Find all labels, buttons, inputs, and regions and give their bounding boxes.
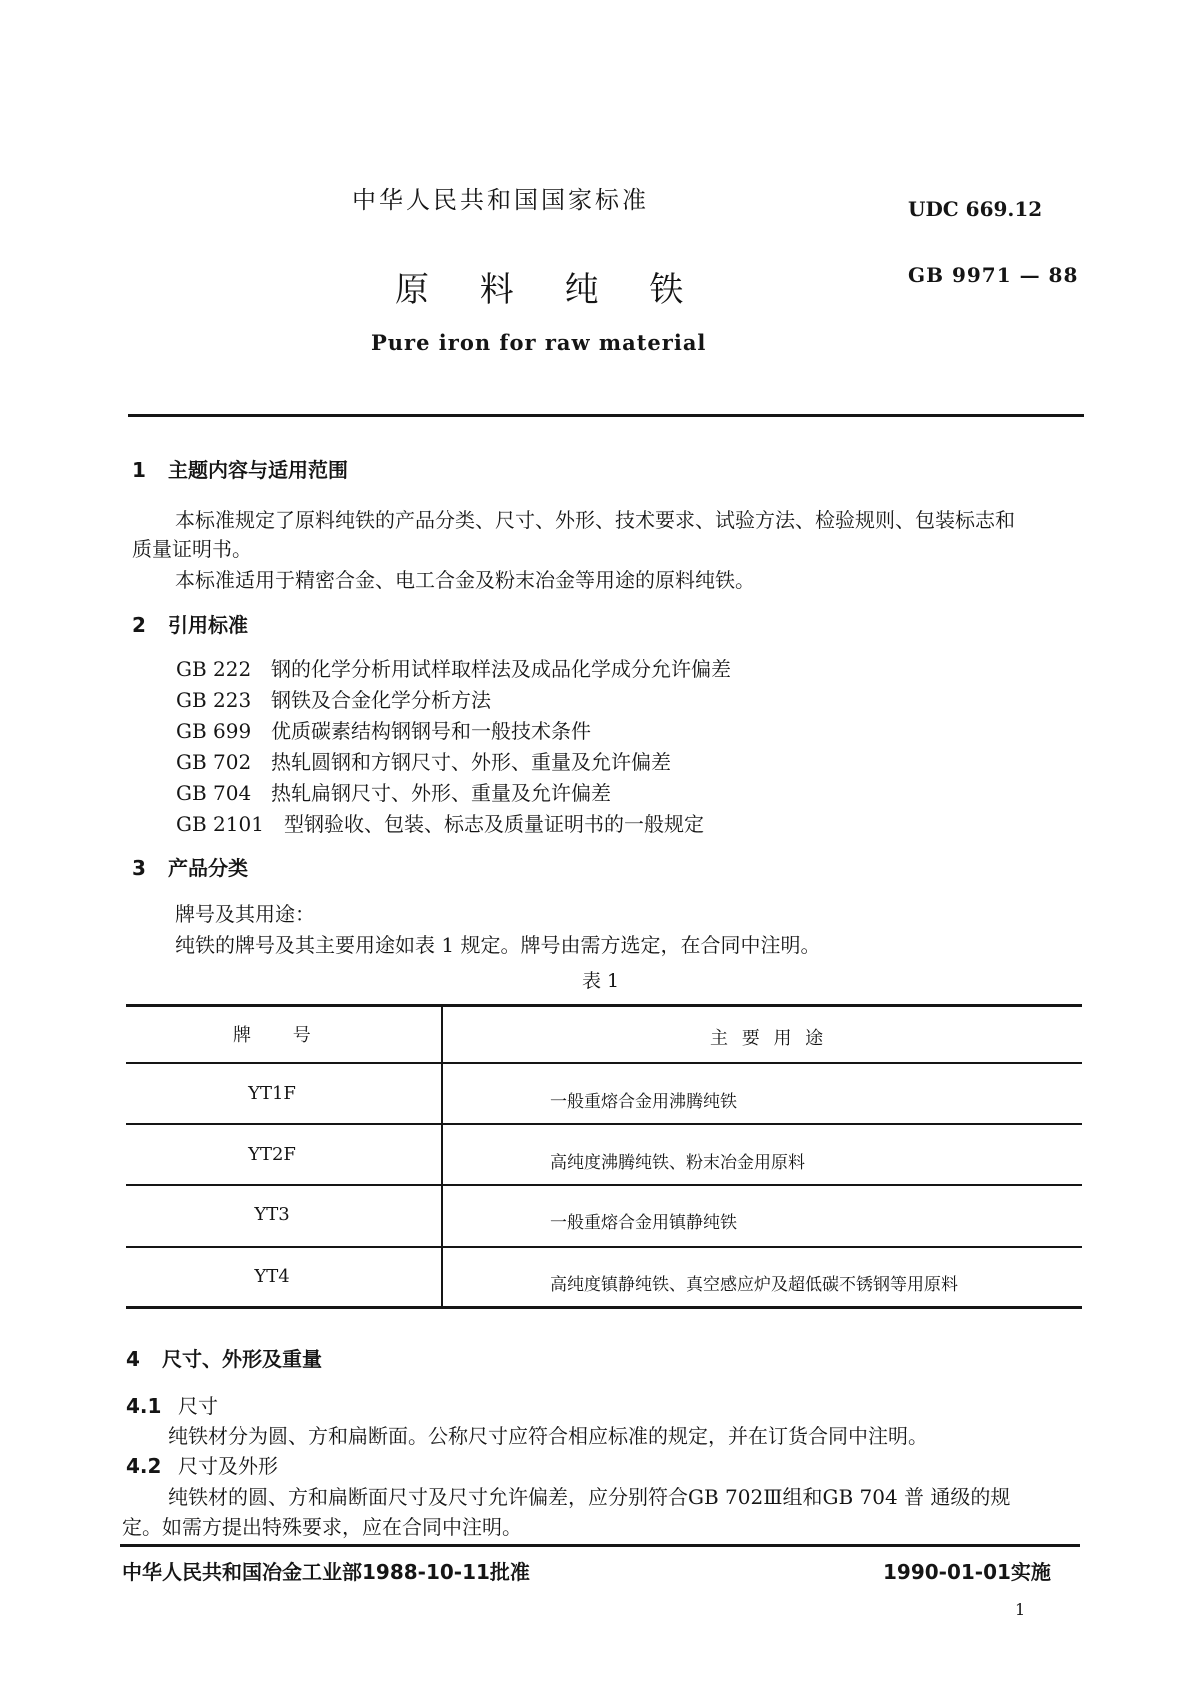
table-cell-grade: YT3 bbox=[254, 1204, 290, 1225]
table-cell-grade: YT1F bbox=[248, 1083, 296, 1104]
gb-standard-number: GB 9971 — 88 bbox=[908, 263, 1079, 287]
table-cell-use: 高纯度沸腾纯铁、粉末冶金用原料 bbox=[550, 1153, 805, 1173]
org-title: 中华人民共和国国家标准 bbox=[352, 186, 649, 214]
section-1-heading bbox=[132, 454, 348, 483]
reference-title: 钢的化学分析用试样取样法及成品化学成分允许偏差 bbox=[271, 657, 731, 681]
reference-title: 热轧圆钢和方钢尺寸、外形、重量及允许偏差 bbox=[271, 750, 671, 774]
reference-item bbox=[176, 684, 491, 713]
udc-code: UDC 669.12 bbox=[908, 197, 1043, 221]
table-row-rule bbox=[126, 1123, 1082, 1125]
section-number: 4 bbox=[126, 1347, 140, 1371]
reference-title: 优质碳素结构钢钢号和一般技术条件 bbox=[271, 719, 591, 743]
section-2-heading bbox=[132, 609, 248, 638]
table-cell-use: 一般重熔合金用沸腾纯铁 bbox=[550, 1092, 737, 1112]
subsection-4-1-text: 纯铁材分为圆、方和扁断面。公称尺寸应符合相应标准的规定，并在订货合同中注明。 bbox=[168, 1424, 928, 1448]
table-header-use: 主 要 用 途 bbox=[710, 1028, 828, 1049]
page-number: 1 bbox=[1015, 1600, 1026, 1619]
reference-code: GB 223 bbox=[176, 688, 252, 712]
table-row-rule bbox=[126, 1062, 1082, 1064]
section-4-heading bbox=[126, 1343, 322, 1372]
footer-divider bbox=[120, 1544, 1080, 1547]
table-caption: 表 1 bbox=[582, 970, 620, 992]
reference-item bbox=[176, 777, 611, 806]
subsection-4-2-heading bbox=[126, 1450, 278, 1479]
reference-code: GB 222 bbox=[176, 657, 252, 681]
subsection-number: 4.1 bbox=[126, 1394, 162, 1418]
header-divider bbox=[128, 414, 1084, 417]
reference-title: 型钢验收、包装、标志及质量证明书的一般规定 bbox=[284, 812, 704, 836]
section-3-heading bbox=[132, 852, 248, 881]
table-cell-use: 一般重熔合金用镇静纯铁 bbox=[550, 1213, 737, 1233]
section-number: 3 bbox=[132, 856, 146, 880]
table-cell-grade: YT4 bbox=[254, 1266, 290, 1287]
subsection-4-2-text-line: 纯铁材的圆、方和扁断面尺寸及尺寸允许偏差，应分别符合GB 702Ⅲ组和GB 704 普 通级的规 bbox=[168, 1485, 1011, 1509]
section-1-paragraph: 本标准适用于精密合金、电工合金及粉末冶金等用途的原料纯铁。 bbox=[175, 568, 755, 592]
reference-item bbox=[176, 808, 704, 837]
approval-date: 中华人民共和国冶金工业部1988-10-11批准 bbox=[122, 1560, 530, 1584]
subsection-title: 尺寸及外形 bbox=[178, 1454, 278, 1478]
section-3-paragraph: 牌号及其用途： bbox=[175, 902, 315, 926]
table-column-rule bbox=[441, 1006, 443, 1307]
reference-code: GB 699 bbox=[176, 719, 252, 743]
subsection-number: 4.2 bbox=[126, 1454, 162, 1478]
subsection-4-2-text-line: 定。如需方提出特殊要求，应在合同中注明。 bbox=[122, 1515, 522, 1539]
subsection-title: 尺寸 bbox=[178, 1394, 218, 1418]
table-top-rule bbox=[126, 1004, 1082, 1007]
reference-title: 钢铁及合金化学分析方法 bbox=[271, 688, 491, 712]
reference-code: GB 704 bbox=[176, 781, 252, 805]
section-title: 主题内容与适用范围 bbox=[168, 458, 348, 482]
document-title-en: Pure iron for raw material bbox=[371, 330, 707, 355]
reference-item bbox=[176, 746, 671, 775]
subsection-4-1-heading bbox=[126, 1390, 218, 1419]
table-cell-use: 高纯度镇静纯铁、真空感应炉及超低碳不锈钢等用原料 bbox=[550, 1275, 958, 1295]
effective-date: 1990-01-01实施 bbox=[883, 1560, 1051, 1584]
reference-code: GB 702 bbox=[176, 750, 252, 774]
table-row-rule bbox=[126, 1246, 1082, 1248]
table-row-rule bbox=[126, 1184, 1082, 1186]
reference-code: GB 2101 bbox=[176, 812, 264, 836]
section-number: 1 bbox=[132, 458, 146, 482]
section-1-paragraph-line: 质量证明书。 bbox=[132, 537, 252, 561]
section-title: 引用标准 bbox=[168, 613, 248, 637]
section-title: 尺寸、外形及重量 bbox=[162, 1347, 322, 1371]
section-3-paragraph: 纯铁的牌号及其主要用途如表 1 规定。牌号由需方选定，在合同中注明。 bbox=[175, 933, 821, 957]
reference-item bbox=[176, 715, 591, 744]
table-bottom-rule bbox=[126, 1306, 1082, 1309]
document-title-cn: 原 料 纯 铁 bbox=[395, 270, 704, 310]
reference-item bbox=[176, 653, 731, 682]
reference-title: 热轧扁钢尺寸、外形、重量及允许偏差 bbox=[271, 781, 611, 805]
table-cell-grade: YT2F bbox=[248, 1144, 296, 1165]
table-header-grade: 牌 号 bbox=[233, 1025, 329, 1046]
section-1-paragraph-line: 本标准规定了原料纯铁的产品分类、尺寸、外形、技术要求、试验方法、检验规则、包装标志和 bbox=[175, 508, 1015, 532]
section-title: 产品分类 bbox=[168, 856, 248, 880]
section-number: 2 bbox=[132, 613, 146, 637]
